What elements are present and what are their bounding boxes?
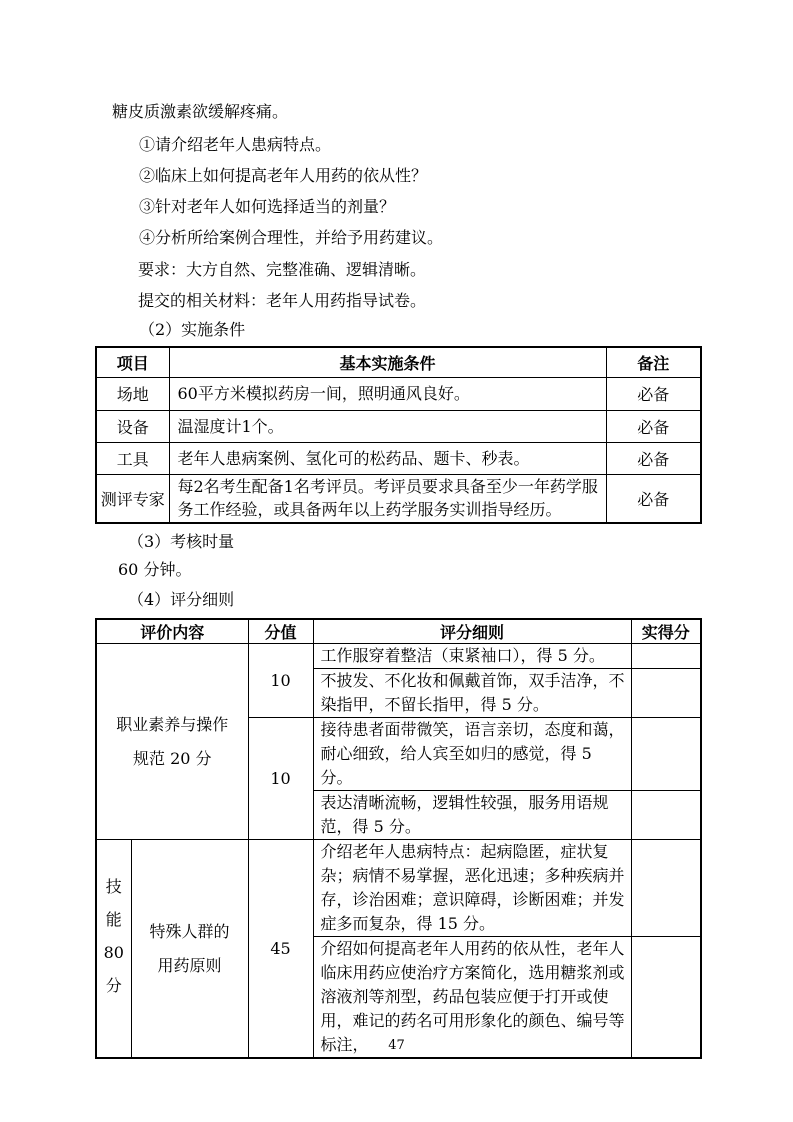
table2-header-points: 分值 (248, 619, 313, 644)
intro-continuation-line: 糖皮质激素欲缓解疼痛。 (112, 102, 289, 121)
section-heading-duration: （3）考核时量 (128, 532, 235, 551)
skill-char-2: 能 (105, 909, 122, 929)
group-special-population-line1: 特殊人群的 (149, 921, 230, 941)
table1-row-equipment (96, 410, 701, 442)
table1-site-note: 必备 (606, 377, 701, 410)
page-number: 47 (388, 1038, 405, 1053)
skill-char-3: 80 (103, 942, 124, 962)
score-cell-disease-features (631, 840, 701, 937)
table1-site-condition: 60平方米模拟药房一间，照明通风良好。 (169, 377, 606, 410)
detail-expression: 表达清晰流畅，逻辑性较强，服务用语规范，得 5 分。 (313, 791, 631, 840)
table1-row-assessors (96, 474, 701, 523)
table2-header-content: 评价内容 (96, 619, 248, 644)
table1-assessors-note: 必备 (606, 474, 701, 523)
group-skill-category-label (96, 840, 131, 1059)
detail-grooming: 不披发、不化妆和佩戴首饰，双手洁净，不染指甲，不留长指甲，得 5 分。 (313, 669, 631, 718)
table1-header-row (96, 347, 701, 377)
points-special-population: 45 (248, 840, 313, 1059)
group-professionalism-label-line1: 职业素养与操作 (116, 714, 229, 734)
table2-row-disease-features (96, 840, 701, 937)
group-professionalism-label (96, 644, 248, 840)
table1-equipment-condition: 温湿度计1个。 (169, 410, 606, 442)
score-cell-reception (631, 718, 701, 791)
skill-char-1: 技 (105, 876, 122, 896)
table1-header-condition: 基本实施条件 (169, 347, 606, 377)
table2-header-row (96, 619, 701, 644)
table1-header-note: 备注 (606, 347, 701, 377)
detail-uniform: 工作服穿着整洁（束紧袖口），得 5 分。 (313, 644, 631, 669)
detail-disease-features: 介绍老年人患病特点：起病隐匿，症状复杂；病情不易掌握，恶化迅速；多种疾病并存，诊治困难；意识障碍，诊断困难；并发症多而复杂，得 15 分。 (313, 840, 631, 937)
table1-tools-condition: 老年人患病案例、氢化可的松药品、题卡、秒表。 (169, 442, 606, 474)
score-cell-uniform (631, 644, 701, 669)
table1-tools-item: 工具 (96, 442, 169, 474)
requirement-line: 要求：大方自然、完整准确、逻辑清晰。 (138, 260, 427, 279)
table1-header-item: 项目 (96, 347, 169, 377)
table1-assessors-condition: 每2名考生配备1名考评员。考评员要求具备至少一年药学服务工作经验，或具备两年以上药学服务实训指导经历。 (169, 474, 606, 523)
score-cell-grooming (631, 669, 701, 718)
section-heading-scoring: （4）评分细则 (128, 590, 235, 609)
table2-row-uniform (96, 644, 701, 669)
intro-item-3: ③针对老年人如何选择适当的剂量？ (139, 197, 396, 216)
intro-item-4: ④分析所给案例合理性，并给予用药建议。 (139, 228, 444, 247)
table1-equipment-item: 设备 (96, 410, 169, 442)
table1-assessors-item: 测评专家 (96, 474, 169, 523)
group-professionalism-label-line2: 规范 20 分 (132, 748, 212, 768)
implementation-conditions-table (95, 346, 702, 524)
table2-header-detail: 评分细则 (313, 619, 631, 644)
group-special-population-line2: 用药原则 (157, 955, 222, 975)
table1-row-tools (96, 442, 701, 474)
materials-line: 提交的相关材料：老年人用药指导试卷。 (138, 291, 427, 310)
table1-site-item: 场地 (96, 377, 169, 410)
intro-item-2: ②临床上如何提高老年人用药的依从性？ (139, 166, 428, 185)
section-heading-implementation: （2）实施条件 (139, 320, 246, 339)
skill-char-4: 分 (105, 975, 122, 995)
table1-tools-note: 必备 (606, 442, 701, 474)
points-communication: 10 (248, 718, 313, 840)
score-cell-expression (631, 791, 701, 840)
table1-equipment-note: 必备 (606, 410, 701, 442)
points-appearance: 10 (248, 644, 313, 718)
table1-row-site (96, 377, 701, 410)
group-special-population-label (131, 840, 248, 1059)
detail-compliance: 介绍如何提高老年人用药的依从性，老年人临床用药应使治疗方案简化，选用糖浆剂或溶液剂等剂型，药品包装应便于打开或使用，难记的药名可用形象化的颜色、编号等标注， (313, 937, 631, 1059)
scoring-rubric-table (95, 618, 702, 1059)
table2-header-score: 实得分 (631, 619, 701, 644)
duration-value: 60 分钟。 (118, 560, 192, 579)
detail-reception: 接待患者面带微笑，语言亲切，态度和蔼，耐心细致，给人宾至如归的感觉，得 5 分。 (313, 718, 631, 791)
intro-item-1: ①请介绍老年人患病特点。 (139, 135, 332, 154)
